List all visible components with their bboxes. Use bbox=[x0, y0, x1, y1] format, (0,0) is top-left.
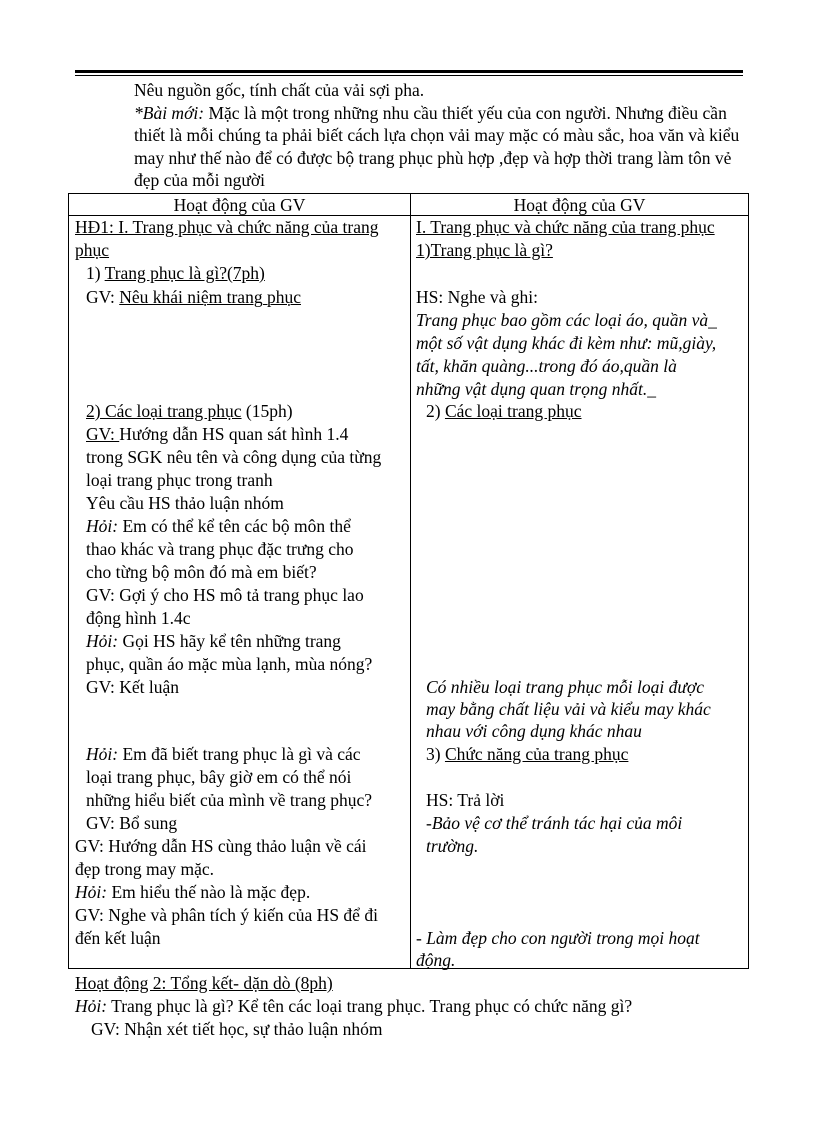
left-line-9: Yêu cầu HS thảo luận nhóm bbox=[86, 493, 284, 513]
right-line-11: nhau với công dụng khác nhau bbox=[426, 721, 642, 741]
header-left: Hoạt động của GV bbox=[173, 195, 306, 215]
left-line-18 bbox=[86, 743, 361, 766]
left-line-15 bbox=[86, 630, 341, 653]
subsection-2-title: Các loại trang phục bbox=[444, 401, 582, 421]
left-line-8: loại trang phục trong tranh bbox=[86, 470, 273, 490]
right-line-4: Trang phục bao gồm các loại áo, quần và_ bbox=[416, 310, 717, 330]
hd1-title-cont: phục bbox=[75, 240, 110, 260]
right-section-title: I. Trang phục và chức năng của trang phục bbox=[416, 217, 715, 237]
right-subsection-1: 1)Trang phục là gì? bbox=[416, 240, 553, 260]
left-line-17: GV: Kết luận bbox=[86, 677, 179, 697]
hoi-label-4: Hỏi: bbox=[75, 882, 108, 902]
top-rule-thin bbox=[75, 75, 743, 76]
footer-question bbox=[75, 995, 632, 1018]
activity-table bbox=[68, 193, 749, 969]
left-line-10-text: Em có thể kể tên các bộ môn thể bbox=[118, 516, 351, 536]
footer-remark: GV: Nhận xét tiết học, sự thảo luận nhóm bbox=[91, 1019, 383, 1039]
right-line-16: - Làm đẹp cho con người trong mọi hoạt bbox=[416, 928, 700, 948]
left-line-15-text: Gọi HS hãy kể tên những trang bbox=[118, 631, 341, 651]
left-line-21: GV: Bổ sung bbox=[86, 813, 178, 833]
lesson-text: Mặc là một trong những nhu cầu thiết yếu của con người. Nhưng điều cần thiết là mỗi chúng ta phải biết cách lựa chọn vải may mặc có màu sắc, hoa văn và kiểu may như thế nào để có được bộ trang phục phù hợp ,đẹp và hợp thời trang làm tôn vẻ đẹp của mỗi người bbox=[134, 102, 740, 190]
left-line-6-text: Hướng dẫn HS quan sát hình 1.4 bbox=[119, 424, 349, 444]
gv-prefix: GV: bbox=[86, 287, 120, 307]
left-line-24 bbox=[75, 881, 310, 904]
right-line-3: HS: Nghe và ghi: bbox=[416, 287, 539, 307]
left-line-13: GV: Gợi ý cho HS mô tả trang phục lao bbox=[86, 585, 364, 605]
left-section-1 bbox=[86, 262, 265, 285]
left-line-10 bbox=[86, 515, 351, 538]
right-line-15: trường. bbox=[426, 836, 479, 856]
left-section-2 bbox=[86, 400, 293, 423]
section-1-number: 1) bbox=[86, 263, 105, 283]
gv-prefix-2: GV: bbox=[86, 424, 120, 444]
left-line-20: những hiểu biết của mình về trang phục? bbox=[86, 790, 372, 810]
column-divider bbox=[410, 194, 411, 968]
left-line-25: GV: Nghe và phân tích ý kiến của HS để đi bbox=[75, 905, 378, 925]
hoi-label-3: Hỏi: bbox=[86, 744, 119, 764]
gv-concept-text: Nêu khái niệm trang phục bbox=[119, 287, 301, 307]
intro-line-1: Nêu nguồn gốc, tính chất của vải sợi pha. bbox=[134, 80, 425, 100]
footer-question-text: Trang phục là gì? Kể tên các loại trang phục. Trang phục có chức năng gì? bbox=[107, 996, 633, 1016]
subsection-3-title: Chức năng của trang phục bbox=[444, 744, 629, 764]
subsection-2-number: 2) bbox=[426, 401, 445, 421]
left-line-12: cho từng bộ môn đó mà em biết? bbox=[86, 562, 317, 582]
left-line-7: trong SGK nêu tên và công dụng của từng bbox=[86, 447, 382, 467]
left-line-19: loại trang phục, bây giờ em có thể nói bbox=[86, 767, 352, 787]
section-2-title: 2) Các loại trang phục bbox=[86, 401, 242, 421]
hd1-title: HĐ1: I. Trang phục và chức năng của trang bbox=[75, 217, 379, 237]
left-line-11: thao khác và trang phục đặc trưng cho bbox=[86, 539, 354, 559]
subsection-3-number: 3) bbox=[426, 744, 445, 764]
lesson-label: *Bài mới: bbox=[134, 102, 205, 123]
activity-2-title: Hoạt động 2: Tổng kết- dặn dò (8ph) bbox=[75, 973, 333, 993]
right-line-6: tất, khăn quàng...trong đó áo,quần là bbox=[416, 356, 677, 376]
left-line-16: phục, quần áo mặc mùa lạnh, mùa nóng? bbox=[86, 654, 373, 674]
hoi-label-1: Hỏi: bbox=[86, 516, 119, 536]
right-line-17: động. bbox=[416, 950, 456, 970]
left-line-24-text: Em hiểu thế nào là mặc đẹp. bbox=[107, 882, 311, 902]
top-rule-thick bbox=[75, 70, 743, 73]
left-line-6 bbox=[86, 423, 348, 446]
header-right: Hoạt động của GV bbox=[513, 195, 646, 215]
intro-paragraph bbox=[134, 79, 744, 192]
hoi-label-2: Hỏi: bbox=[86, 631, 119, 651]
left-line-18-text: Em đã biết trang phục là gì và các bbox=[118, 744, 361, 764]
section-2-duration: (15ph) bbox=[241, 401, 293, 421]
right-line-5: một số vật dụng khác đi kèm như: mũ,giày, bbox=[416, 333, 717, 353]
left-line-14: động hình 1.4c bbox=[86, 608, 191, 628]
left-line-23: đẹp trong may mặc. bbox=[75, 859, 214, 879]
right-line-10: may bằng chất liệu vải và kiểu may khác bbox=[426, 699, 711, 719]
right-line-14: -Bảo vệ cơ thể tránh tác hại của môi bbox=[426, 813, 683, 833]
lesson-intro bbox=[134, 102, 744, 192]
left-line-gv-concept bbox=[86, 286, 301, 309]
hoi-label-footer: Hỏi: bbox=[75, 996, 108, 1016]
right-line-7: những vật dụng quan trọng nhất._ bbox=[416, 379, 656, 399]
section-1-title: Trang phục là gì?(7ph) bbox=[104, 263, 265, 283]
left-line-26: đến kết luận bbox=[75, 928, 161, 948]
right-subsection-2 bbox=[426, 400, 582, 423]
left-line-22: GV: Hướng dẫn HS cùng thảo luận về cái bbox=[75, 836, 367, 856]
right-subsection-3 bbox=[426, 743, 628, 766]
right-line-13: HS: Trả lời bbox=[426, 790, 505, 810]
right-line-9: Có nhiều loại trang phục mỗi loại được bbox=[426, 677, 704, 697]
